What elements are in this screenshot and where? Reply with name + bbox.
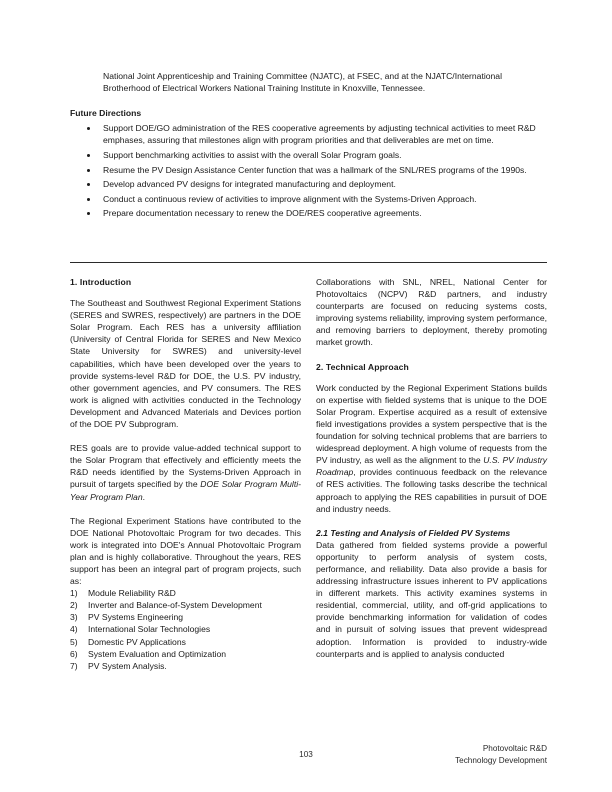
subsection-2-1-paragraph: Data gathered from fielded systems provide a powerful opportunity to perform analysis of system costs, performance, and reliability. Data also provide a basis for addressing infrastructure issues inherent to PV applications in different markets. This activity examines systems in residential, commercial, utility, and off-grid applications to provide benchmarking information for validation of codes and in pursuit of solving issues that prevent widespread adoption. Information is provided to industry-wide counterparts and is applied to analysis conducted [316,539,547,659]
list-item: Develop advanced PV designs for integrated manufacturing and deployment. [70,178,547,190]
list-item [70,660,301,672]
list-item: Support benchmarking activities to assist with the overall Solar Program goals. [70,149,547,161]
list-item-number: 2) [70,600,78,611]
list-item [70,636,301,648]
future-directions-list [70,122,547,219]
list-item-label: Inverter and Balance-of-System Development [88,600,262,611]
collaborations-paragraph: Collaborations with SNL, NREL, National Center for Photovoltaics (NCPV) R&D partners, and industry counterparts are focused on reducing systems costs, improving systems reliability, improving system performance, and removing barriers to deployment, thereby promoting market growth. [316,277,547,348]
technical-approach-paragraph [316,382,547,515]
list-item [70,611,301,623]
heading-introduction: 1. Introduction [70,277,132,287]
paragraph-text-tail: , provides continuous feedback on the relevance of RES activities. The following tasks describe the technical approach to applying the RES capabilities in pursuit of DOE and industry needs. [316,467,547,514]
list-item-label: Module Reliability R&D [88,588,176,599]
right-column [316,276,547,732]
paragraph-text-lead: Work conducted by the Regional Experiment Stations builds on expertise with fielded systems that is unique to the DOE Solar Program. Expertise acquired as a result of extensive field investigations provides a system perspective that is the foundation for solving technical problems that are barriers to widespread deployment. A high volume of requests from the PV industry, as well as the alignment to the [316,382,547,466]
intro-paragraph-3: The Regional Experiment Stations have contributed to the DOE National Photovoltaic Program for two decades. This work is integrated into DOE's Annual Photovoltaic Program plan and is highly collaborative. Throughout the years, RES support has been an integral part of program projects, such as: [70,515,301,587]
list-item-number: 7) [70,660,78,671]
list-item-number: 5) [70,636,78,647]
top-section [70,70,547,222]
projects-numbered-list [70,587,301,672]
cited-title-mypp: DOE Solar Program Multi-Year Program Plan [70,479,301,502]
list-item: Support DOE/GO administration of the RES cooperative agreements by adjusting technical activities to meet R&D emphases, assuring that milestones align with program priorities and that deliverables are met on time. [70,122,547,146]
list-item-label: International Solar Technologies [88,624,211,635]
list-item-number: 3) [70,612,78,623]
page-number: 103 [299,750,313,759]
future-directions-heading: Future Directions [70,108,142,119]
list-item: Resume the PV Design Assistance Center function that was a hallmark of the SNL/RES programs of the 1990s. [70,164,547,176]
list-item-label: System Evaluation and Optimization [88,648,227,659]
page-footer [0,740,612,780]
list-item-number: 4) [70,624,78,635]
footer-department [455,743,547,766]
paragraph-text-lead: RES goals are to provide value-added technical support to the Solar Program that effectively and efficiently meets the R&D needs identified by the Systems-Driven Approach in pursuit of targets specified by the [70,443,301,490]
intro-paragraph-1: The Southeast and Southwest Regional Experiment Stations (SERES and SWRES, respectively) are partners in the DOE Solar Program. Each RES has a university affiliation (University of Central Florida for SERES and New Mexico State University for SWRES) and university-level capabilities, which have been developed over the years to provide systems-level R&D for DOE, the U.S. PV industry, other government agencies, and PV consumers. The RES work is aligned with activities conducted in the Technology Development and Advanced Materials and Devices portion of the DOE PV Subprogram. [70,298,301,430]
footer-line-2: Technology Development [455,755,547,765]
continued-paragraph: National Joint Apprenticeship and Training Committee (NJATC), at FSEC, and at the NJATC/International Brotherhood of Electrical Workers National Training Institute in Knoxville, Tennessee. [103,71,502,94]
list-item [70,587,301,599]
heading-subsection-2-1: 2.1 Testing and Analysis of Fielded PV Systems [316,527,511,538]
two-column-body [70,276,547,732]
heading-technical-approach: 2. Technical Approach [316,361,409,372]
list-item [70,648,301,660]
list-item [70,599,301,611]
paragraph-text-tail: . [142,491,145,502]
list-item: Conduct a continuous review of activities to improve alignment with the Systems-Driven Approach. [70,193,547,205]
cited-title-roadmap: U.S. PV Industry Roadmap [316,455,547,478]
list-item [70,623,301,635]
list-item-label: PV System Analysis. [88,660,167,671]
list-item: Prepare documentation necessary to renew the DOE/RES cooperative agreements. [70,207,547,219]
left-column [70,276,301,732]
intro-paragraph-2 [70,442,301,502]
list-item-label: PV Systems Engineering [88,612,184,623]
list-item-number: 1) [70,588,78,599]
list-item-label: Domestic PV Applications [88,636,186,647]
footer-line-1: Photovoltaic R&D [482,744,547,753]
list-item-number: 6) [70,648,78,659]
section-divider [70,262,547,263]
